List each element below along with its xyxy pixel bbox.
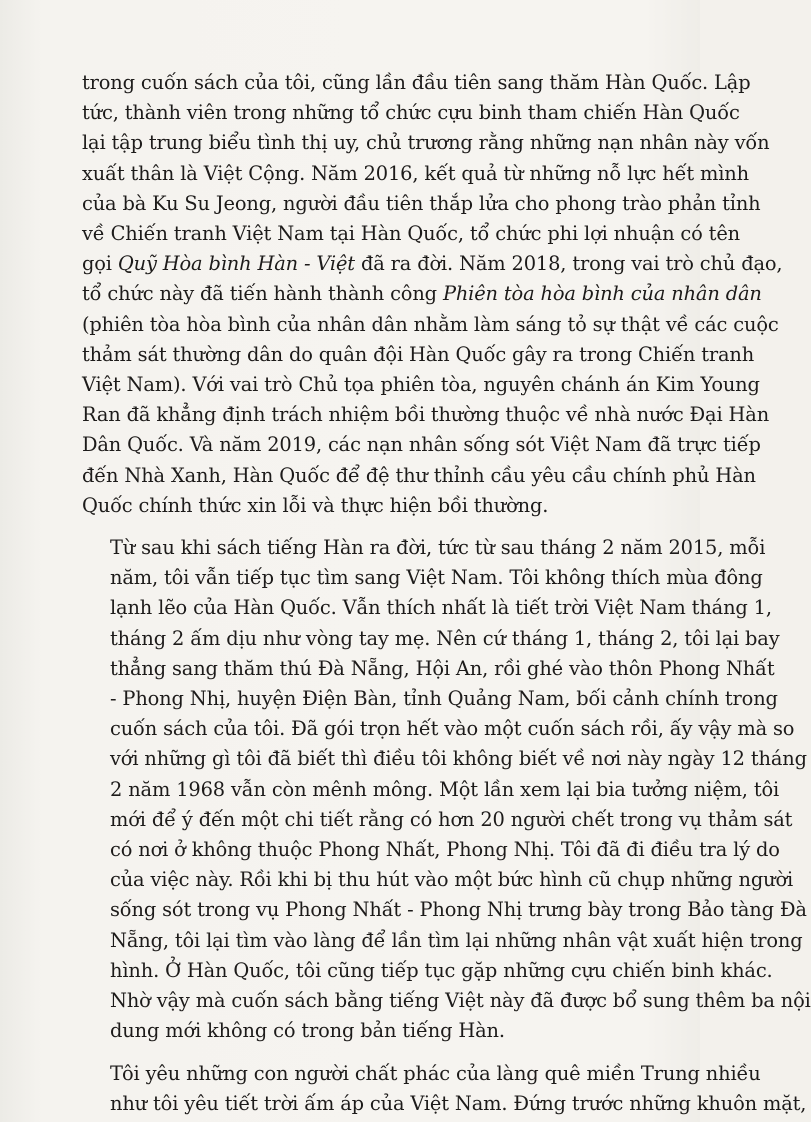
text-line: có nơi ở không thuộc Phong Nhất, Phong Nhị. Tôi đã đi điều tra lý do	[110, 838, 780, 862]
text-line: tổ chức này đã tiến hành thành công Phiên tòa hòa bình của nhân dân	[82, 282, 762, 306]
text-line: như tôi yêu tiết trời ấm áp của Việt Nam. Đứng trước những khuôn mặt,	[110, 1091, 807, 1115]
text-line: mới để ý đến một chi tiết rằng có hơn 20 người chết trong vụ thảm sát	[110, 807, 793, 831]
text-line: Dân Quốc. Và năm 2019, các nạn nhân sống sót Việt Nam đã trực tiếp	[82, 433, 761, 457]
text-line: năm, tôi vẫn tiếp tục tìm sang Việt Nam. Tôi không thích mùa đông	[110, 566, 763, 590]
paragraph	[82, 1059, 807, 1119]
page-text	[82, 68, 811, 1119]
text-line: (phiên tòa hòa bình của nhân dân nhằm làm sáng tỏ sự thật về các cuộc	[82, 312, 779, 336]
paragraph	[82, 68, 783, 521]
text-line: tháng 2 ấm dịu như vòng tay mẹ. Nên cứ tháng 1, tháng 2, tôi lại bay	[110, 626, 780, 650]
text-line: sống sót trong vụ Phong Nhất - Phong Nhị trưng bày trong Bảo tàng Đà	[110, 898, 807, 922]
text-line: xuất thân là Việt Cộng. Năm 2016, kết quả từ những nỗ lực hết mình	[82, 161, 749, 185]
text-line: Việt Nam). Với vai trò Chủ tọa phiên tòa, nguyên chánh án Kim Young	[82, 373, 760, 397]
text-line: của bà Ku Su Jeong, người đầu tiên thắp lửa cho phong trào phản tỉnh	[82, 191, 761, 215]
text-line: Nẵng, tôi lại tìm vào làng để lần tìm lại những nhân vật xuất hiện trong	[110, 928, 803, 952]
text-line: gọi Quỹ Hòa bình Hàn - Việt đã ra đời. Năm 2018, trong vai trò chủ đạo,	[82, 252, 783, 276]
text-line: lạnh lẽo của Hàn Quốc. Vẫn thích nhất là tiết trời Việt Nam tháng 1,	[110, 596, 772, 620]
text-line: Nhờ vậy mà cuốn sách bằng tiếng Việt này đã được bổ sung thêm ba nội	[110, 989, 811, 1013]
text-line: 2 năm 1968 vẫn còn mênh mông. Một lần xem lại bia tưởng niệm, tôi	[110, 777, 780, 801]
italic-title: Phiên tòa hòa bình của nhân dân	[442, 282, 762, 306]
text-line: Quốc chính thức xin lỗi và thực hiện bồi thường.	[82, 493, 549, 517]
text-line: đến Nhà Xanh, Hàn Quốc để đệ thư thỉnh cầu yêu cầu chính phủ Hàn	[82, 463, 756, 487]
text-line: - Phong Nhị, huyện Điện Bàn, tỉnh Quảng Nam, bối cảnh chính trong	[110, 687, 778, 711]
text-line: lại tập trung biểu tình thị uy, chủ trương rằng những nạn nhân này vốn	[82, 131, 770, 155]
text-line: về Chiến tranh Việt Nam tại Hàn Quốc, tổ chức phi lợi nhuận có tên	[82, 222, 740, 246]
italic-title: Quỹ Hòa bình Hàn - Việt	[117, 252, 355, 276]
text-line: thảm sát thường dân do quân đội Hàn Quốc gây ra trong Chiến tranh	[82, 342, 755, 366]
text-line: Ran đã khẳng định trách nhiệm bồi thường thuộc về nhà nước Đại Hàn	[82, 403, 770, 427]
text-line: Từ sau khi sách tiếng Hàn ra đời, tức từ sau tháng 2 năm 2015, mỗi	[110, 536, 766, 560]
text-line: cuốn sách của tôi. Đã gói trọn hết vào một cuốn sách rồi, ấy vậy mà so	[110, 717, 795, 741]
text-line: hình. Ở Hàn Quốc, tôi cũng tiếp tục gặp những cựu chiến binh khác.	[110, 958, 773, 982]
text-line: thẳng sang thăm thú Đà Nẵng, Hội An, rồi ghé vào thôn Phong Nhất	[110, 656, 775, 680]
text-line: của việc này. Rồi khi bị thu hút vào một bức hình cũ chụp những người	[110, 868, 794, 892]
text-line: Tôi yêu những con người chất phác của làng quê miền Trung nhiều	[110, 1061, 761, 1085]
paragraph	[82, 533, 811, 1046]
text-line: trong cuốn sách của tôi, cũng lần đầu tiên sang thăm Hàn Quốc. Lập	[82, 71, 751, 94]
text-line: dung mới không có trong bản tiếng Hàn.	[110, 1019, 505, 1043]
text-line: tức, thành viên trong những tổ chức cựu binh tham chiến Hàn Quốc	[82, 101, 740, 125]
text-line: với những gì tôi đã biết thì điều tôi không biết về nơi này ngày 12 tháng	[110, 747, 807, 771]
